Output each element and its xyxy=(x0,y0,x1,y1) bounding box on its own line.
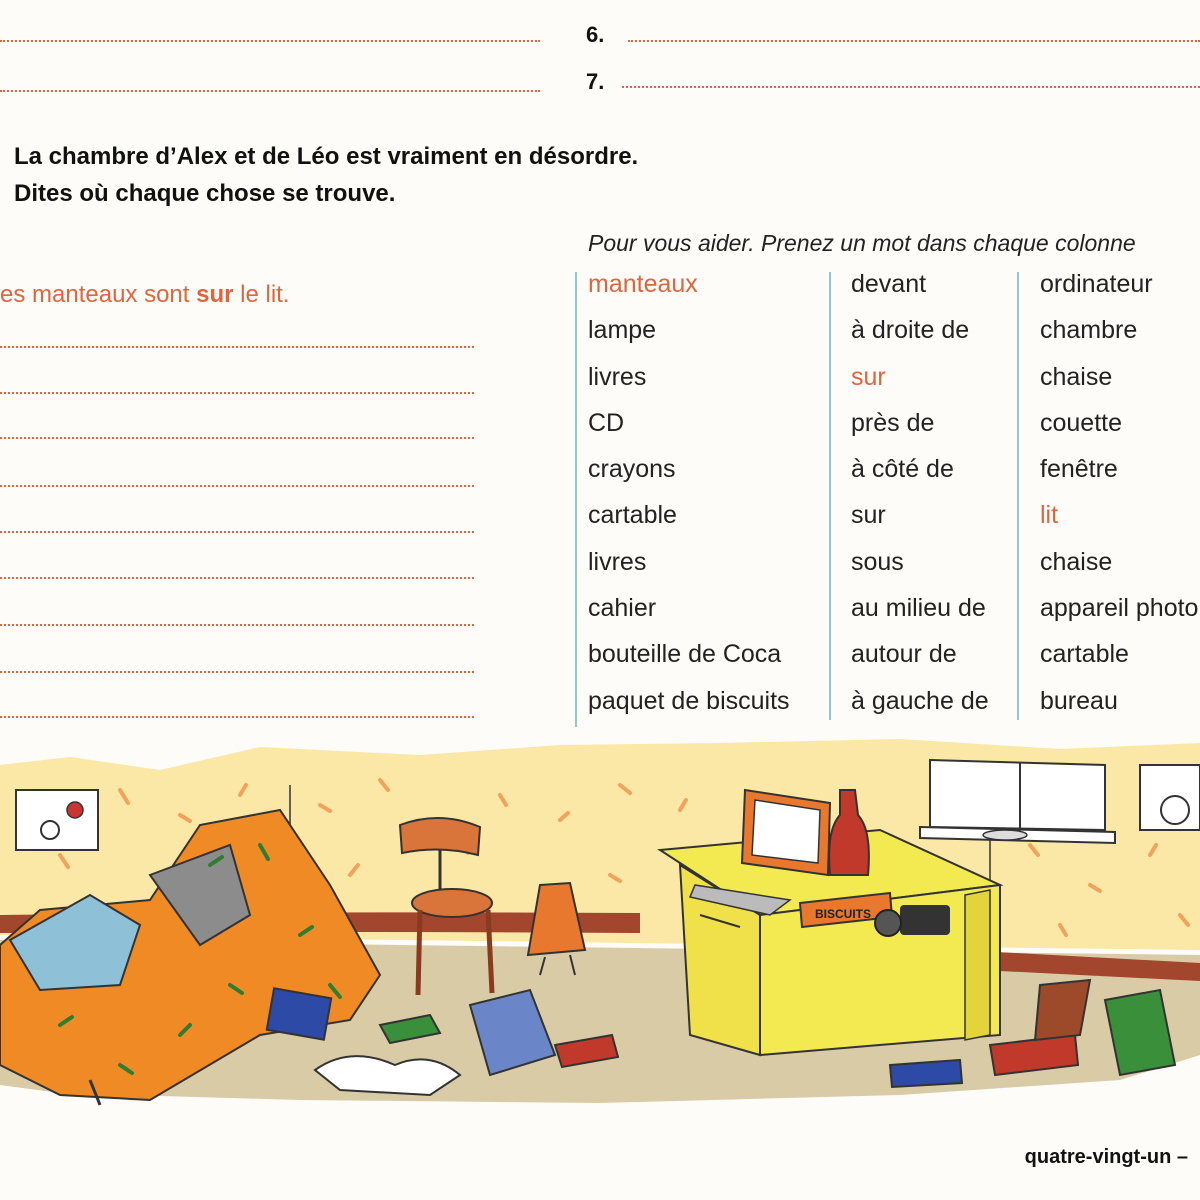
object-word: livres xyxy=(588,362,647,391)
bedroom-illustration xyxy=(0,735,1200,1135)
preposition-word: autour de xyxy=(851,640,957,669)
place-word: appareil photo xyxy=(1040,594,1199,623)
column-divider xyxy=(1017,272,1019,720)
wall-poster-left xyxy=(16,790,98,850)
answer-line[interactable] xyxy=(0,624,474,626)
place-word: bureau xyxy=(1040,686,1118,715)
column-divider xyxy=(829,272,831,720)
example-sentence xyxy=(0,281,290,309)
place-word: chambre xyxy=(1040,316,1138,345)
wall-poster-right xyxy=(1140,765,1200,830)
prepositions-column xyxy=(851,270,989,733)
answer-line-7[interactable] xyxy=(622,86,1200,88)
answer-line[interactable] xyxy=(0,531,474,533)
answer-line[interactable] xyxy=(0,90,540,92)
column-divider xyxy=(575,272,577,727)
object-word: livres xyxy=(588,547,647,576)
answer-line[interactable] xyxy=(0,346,474,348)
example-after: le lit. xyxy=(233,281,290,308)
preposition-word: au milieu de xyxy=(851,594,986,623)
object-word: cahier xyxy=(588,594,657,623)
exercise-instruction xyxy=(14,138,638,212)
object-word: manteaux xyxy=(588,270,698,298)
instruction-line-1: La chambre d’Alex et de Léo est vraiment en désordre. xyxy=(14,143,639,170)
object-word: cartable xyxy=(588,501,677,530)
answer-line[interactable] xyxy=(0,671,474,673)
answer-line-6[interactable] xyxy=(628,40,1200,42)
answer-line[interactable] xyxy=(0,577,474,579)
object-word: CD xyxy=(588,408,625,437)
answer-line[interactable] xyxy=(0,40,540,42)
answer-line[interactable] xyxy=(0,485,474,487)
object-word: paquet de biscuits xyxy=(588,686,790,715)
instruction-line-2: Dites où chaque chose se trouve. xyxy=(14,180,396,207)
preposition-word: à côté de xyxy=(851,455,954,484)
place-word: cartable xyxy=(1040,640,1129,669)
answer-line[interactable] xyxy=(0,392,474,394)
preposition-word: près de xyxy=(851,408,935,437)
preposition-word: sur xyxy=(851,362,886,391)
example-highlight: sur xyxy=(196,281,234,308)
preposition-word: à gauche de xyxy=(851,686,989,715)
object-word: bouteille de Coca xyxy=(588,640,782,669)
preposition-word: sur xyxy=(851,501,886,530)
example-before: es manteaux sont xyxy=(0,281,197,308)
line-number-6: 6. xyxy=(586,22,605,47)
objects-column xyxy=(588,270,790,733)
place-word: chaise xyxy=(1040,547,1113,576)
object-word: lampe xyxy=(588,316,657,345)
place-word: ordinateur xyxy=(1040,270,1153,298)
place-word: chaise xyxy=(1040,362,1113,391)
window xyxy=(920,760,1115,843)
place-word: couette xyxy=(1040,408,1123,437)
camera xyxy=(875,905,950,936)
answer-line[interactable] xyxy=(0,716,474,718)
answer-line[interactable] xyxy=(0,437,474,439)
biscuits-label: BISCUITS xyxy=(815,907,872,921)
page-number: quatre-vingt-un – xyxy=(1024,1146,1188,1168)
preposition-word: à droite de xyxy=(851,316,970,345)
line-number-7: 7. xyxy=(586,69,605,94)
preposition-word: sous xyxy=(851,547,904,576)
places-column xyxy=(1040,270,1198,733)
preposition-word: devant xyxy=(851,270,927,298)
place-word: lit xyxy=(1040,501,1059,530)
object-word: crayons xyxy=(588,455,676,484)
help-text: Pour vous aider. Prenez un mot dans chaque colonne xyxy=(588,230,1136,256)
place-word: fenêtre xyxy=(1040,455,1118,484)
